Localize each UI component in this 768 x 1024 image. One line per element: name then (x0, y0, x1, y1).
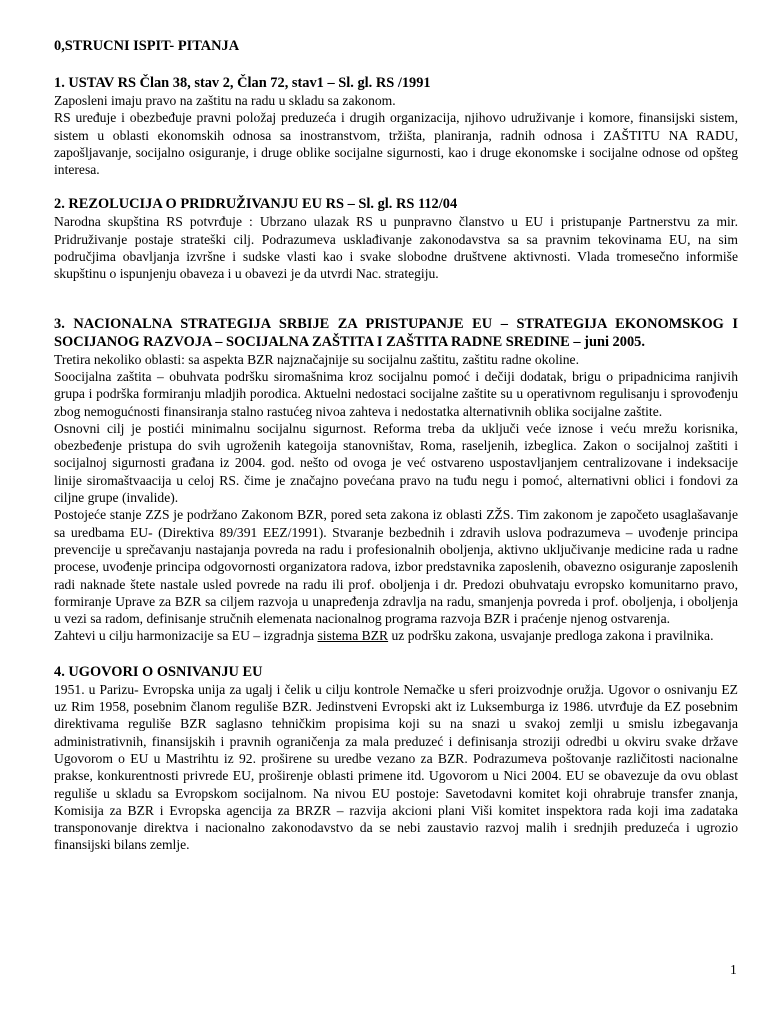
section-1 (54, 74, 738, 178)
section-4-paragraph-1: 1951. u Parizu- Evropska unija za ugalj i čelik u cilju kontrole Nemačke u sferi proizvodnje oružja. Ugovor o osnivanju EZ uz Rim 1958, posebnim članom reguliše BZR. Jedinstveni Evropski akt iz Luksemburga iz 1986. utvrđuje da EZ posebnim direktivama reguliše BZR saglasno tehničkim propisima koji su na snazi u svakoj zemlji u smislu izbegavanja administrativnih, finansijskih i pravnih ograničenja za mala preduzeć i definisanja stroziji odredbi u okviru svake države Ugovorom o EU u Mastrihtu iz 92. proširene su uredbe vezano za BZR. Podrazumeva poštovanje različitosti nacionalne prakse, konkurentnosti privrede EU, proširenje oblasti primene itd. Ugovorom u Nici 2004. EU se obavezuje da ovu oblast reguliše u skladu sa Evropskom socijalnom. Na nivou EU postoje: Savetodavni komitet koji ohrabruje transfer znanja, Komisija za BZR i Evropska agencija za BRZR – razvija akcioni plani Viši komitet inspektora rada koji ima zadataka transponovanje direktva i nacionalno zakonodavstvo da se nebi zaustavio razvoj malih i srednjih preduzeća i ugrozio finansijski bilans zemlje. (54, 681, 738, 853)
section-3-paragraph-1: Tretira nekoliko oblasti: sa aspekta BZR najznačajnije su socijalnu zaštitu, zaštitu radne okoline. (54, 351, 579, 367)
section-4 (54, 663, 738, 854)
section-3-paragraph-2: Soocijalna zaštita – obuhvata podršku siromašnima kroz socijalnu pomoć i dečiji dodatak, brigu o pripadnicima ranjivih grupa i podrška formiranju mladjih porodica. Aktuelni nedostaci socijalne zaštite su u operativnom regulisanju i sprovođenju zbog nemogućnosti finansiranja stalno rastućeg nivoa zahteva i nedostatka alternativnih oblika socijalne zaštite. (54, 368, 738, 419)
document-title: 0,STRUCNI ISPIT- PITANJA (54, 38, 240, 54)
document-body (54, 37, 738, 854)
page-number: 1 (730, 962, 737, 977)
section-3 (54, 315, 738, 645)
section-1-paragraph-2: RS uređuje i obezbeđuje pravni položaj preduzeća i drugih organizacija, njihovo udruživanje i komore, finansijski sistem, sistem u oblasti ekonomskih odnosa sa inostranstvom, tržišta, planiranja, radnih odnosa i ZAŠTITU NA RADU, zapošljavanje, socijalno osiguranje, i druge oblike socijalne sigurnosti, kao i druge ekonomske i socijalne odnose od opšteg interesa. (54, 110, 738, 178)
section-2-heading: 2. REZOLUCIJA O PRIDRUŽIVANJU EU RS – Sl. gl. RS 112/04 (54, 196, 458, 213)
section-2-paragraph-1: Narodna skupština RS potvrđuje : Ubrzano ulazak RS u punpravno članstvo u EU i pristupanje Partnerstvu za mir. Pridruživanje postaje strateški cilj. Podrazumeva usklađivanje zakonodavstva sa sa pravnim tekovinama EU, na sim područjima obavljanja izvršne i sudske vlasti kao i svake slobodne društvene aktivnosti. Vlada tromesečno informiše skupštinu o ispunjenju obaveza i u obavezi je da utvrdi Nac. strategiju. (54, 214, 738, 282)
section-2 (54, 195, 738, 282)
section-4-heading: 4. UGOVORI O OSNIVANJU EU (54, 663, 263, 680)
section-3-paragraph-4: Postojeće stanje ZZS je podržano Zakonom BZR, pored seta zakona iz oblasti ZŽS. Tim zakonom je započeto usaglašavanje sa uredbama EU- (Direktiva 89/391 EEZ/1991). Stvaranje bezbednih i zdravih uslova podrazumeva – uvođenje principa prevencije u sprečavanju nastajanja povreda na radu i profesionalnih oboljenja, aktivno uključivanje medicine rada u radne procese, uvođenje principa odgovornosti organizatora radova, izbor predstavnika zaposlenih, obavezno osiguranje zaposlenih radi naknade štete nastale usled povrede na radu ili prof. oboljenja i dr. Predozi obuhvataju evropsko komunitarno pravo, formiranje Uprave za BZR sa ciljem razvoja u unapređenja zdravlja na radu, smanjenja povreda i prof. oboljenja, i oboljenja u vezi sa radom, definisanje stručnih elemenata nacionalnog programa razvoja BZR i praćenje njenog ostvarenja. (54, 507, 738, 627)
section-3-paragraph-5-end: uz podršku zakona, usvajanje predloga zakona i pravilnika. (388, 628, 714, 644)
section-3-paragraph-5-start: Zahtevi u cilju harmonizacije sa EU – izgradnja (54, 628, 318, 644)
sistema-bzr-underlined: sistema BZR (317, 628, 389, 644)
section-3-paragraph-3: Osnovni cilj je postići minimalnu socijalnu sigurnost. Reforma treba da uključi veće iznose i veću mrežu korisnika, obezbeđenje pristupa do svih ugroženih kategoija stanovništav, Roma, raseljenih, izbeglica. Zakon o socijalnoj zaštiti i socijalnoj sigurnosti građana iz 2004. god. nešto od ovoga je već ostvareno uspostavljanjem centralizovane i indeksacije linije siromaštvaacija u celoj RS. čime je značajno povećana pravo na tuđu negu i pomoć, alternativni oblici i fondovi za ciljne grupe (invalide). (54, 420, 738, 506)
section-1-heading: 1. USTAV RS Član 38, stav 2, Član 72, stav1 – Sl. gl. RS /1991 (54, 75, 431, 91)
section-3-paragraph-5 (54, 627, 738, 644)
section-1-paragraph-1: Zaposleni imaju pravo na zaštitu na radu u skladu sa zakonom. (54, 93, 396, 108)
section-3-heading: 3. NACIONALNA STRATEGIJA SRBIJE ZA PRISTUPANJE EU – STRATEGIJA EKONOMSKOG I SOCIJANOG RAZVOJA – SOCIJALNA ZAŠTITA I ZAŠTITA RADNE SREDINE – juni 2005. (54, 315, 738, 350)
